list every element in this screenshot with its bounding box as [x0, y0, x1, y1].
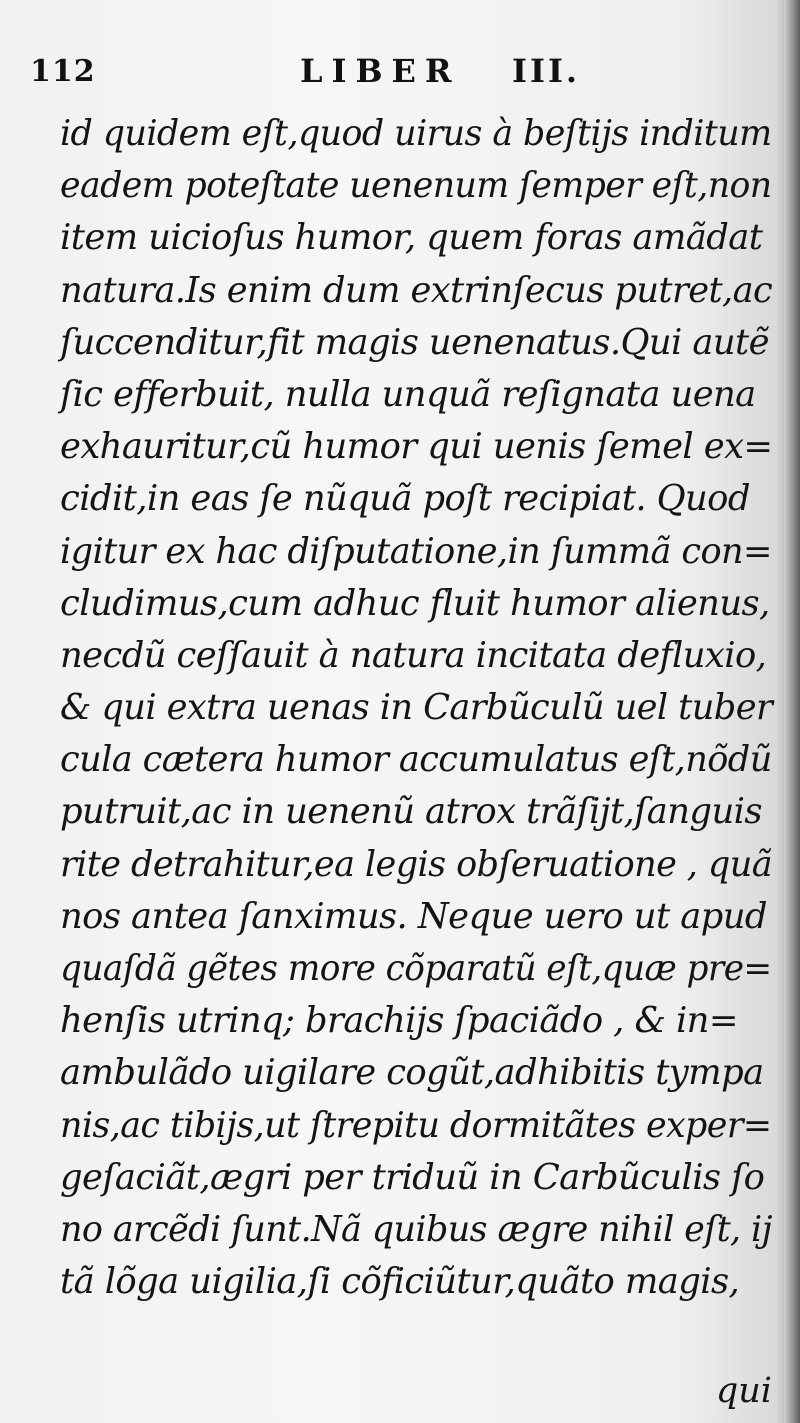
page-edge-shadow	[784, 0, 800, 1423]
body-text	[60, 108, 775, 1308]
text-line: ſuccenditur,fit magis uenenatus.Qui autẽ	[60, 321, 769, 363]
text-line: geſaciãt,ægri per triduũ in Carbũculis ſo	[60, 1156, 765, 1198]
text-line: tã lõga uigilia,ſi cõficiũtur,quãto magis,	[60, 1261, 740, 1303]
text-line: id quidem eſt,quod uirus à beſtijs inditum	[60, 113, 772, 154]
text-line: ambulãdo uigilare cogũt,adhibitis tympa	[60, 1052, 764, 1094]
text-line: necdũ ceſſauit à natura incitata defluxio,	[60, 634, 767, 676]
text-line: cula cætera humor accumulatus eſt,nõdũ	[60, 739, 772, 781]
text-line: nos antea ſanximus. Neque uero ut apud	[60, 895, 767, 937]
text-line: igitur ex hac diſputatione,in ſummã con=	[60, 530, 772, 572]
text-line: putruit,ac in uenenũ atrox trãſijt,ſanguis	[60, 791, 762, 833]
text-line: ſic efferbuit, nulla unquã reſignata uena	[60, 373, 756, 415]
text-line: rite detrahitur,ea legis obſeruatione , quã	[60, 843, 773, 885]
text-line: cidit,in eas ſe nũquã poſt recipiat. Quod	[60, 478, 750, 520]
text-line: quaſdã gẽtes more cõparatũ eſt,quæ pre=	[60, 948, 772, 989]
catchword: qui	[715, 1371, 772, 1411]
text-line: & qui extra uenas in Carbũculũ uel tuber	[60, 687, 773, 729]
text-line: nis,ac tibijs,ut ſtrepitu dormitãtes exper=	[60, 1104, 772, 1146]
text-line: cludimus,cum adhuc fluit humor alienus,	[60, 582, 770, 624]
text-line: no arcẽdi ſunt.Nã quibus ægre nihil eſt, ij	[60, 1208, 772, 1250]
text-line: exhauritur,cũ humor qui uenis ſemel ex=	[60, 426, 773, 468]
book-number: III.	[512, 52, 581, 90]
text-line: natura.Is enim dum extrinſecus putret,ac	[60, 269, 773, 311]
text-line: item uicioſus humor, quem foras amãdat	[60, 217, 763, 259]
running-head: LIBER	[300, 52, 461, 90]
text-line: henſis utrinq; brachijs ſpaciãdo , & in=	[60, 1000, 738, 1042]
page-number: 112	[30, 54, 96, 89]
text-line: eadem poteſtate uenenum ſemper eſt,non	[60, 165, 772, 207]
page-header	[30, 48, 770, 94]
